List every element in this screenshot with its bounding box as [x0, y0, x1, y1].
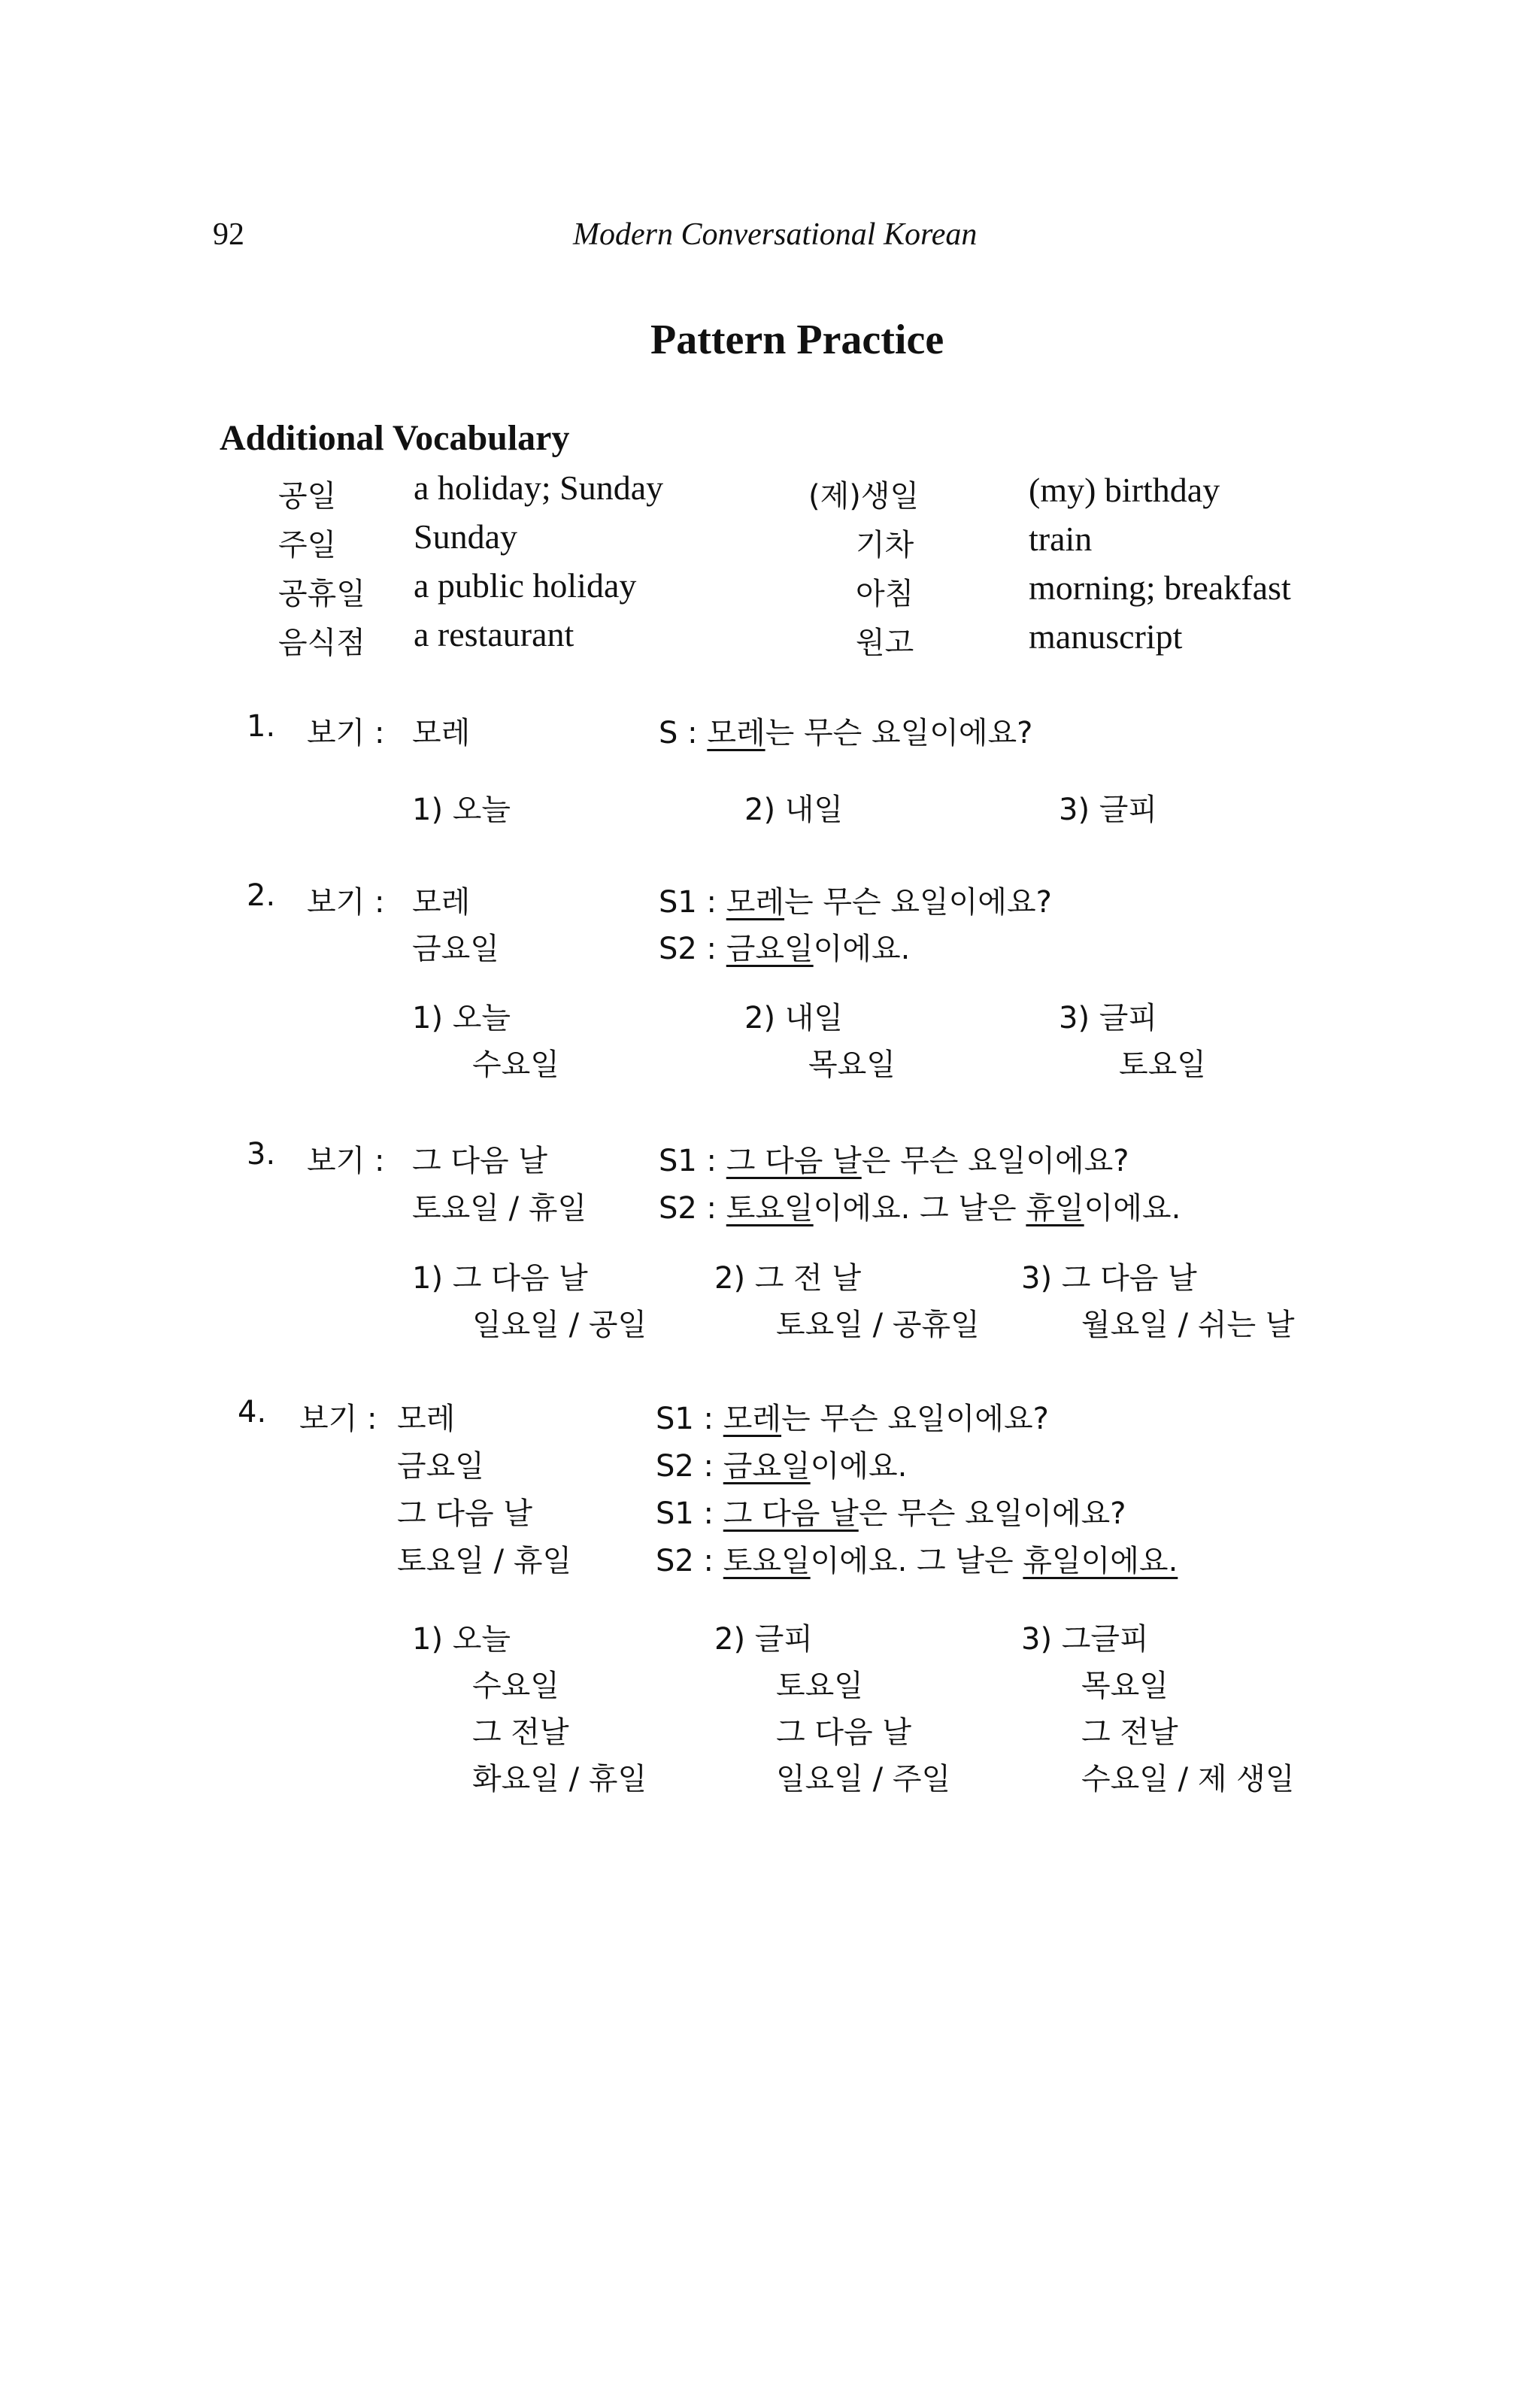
drill-item: 2) 글피 — [714, 1622, 814, 1657]
dialogue-text: 이에요. 그 날은 — [813, 1191, 1026, 1226]
vocab-korean: 음식점 — [278, 626, 365, 660]
vocab-english: manuscript — [1029, 617, 1183, 656]
example-cue: 그 다음 날 — [397, 1496, 532, 1531]
vocab-korean: 아침 — [856, 577, 914, 611]
dialogue-line — [659, 878, 1052, 921]
vocab-korean: 공휴일 — [278, 577, 365, 611]
dialogue-line — [659, 925, 910, 968]
example-label: 보기 : — [299, 1402, 377, 1436]
vocab-english: a restaurant — [414, 615, 574, 653]
dialogue-line — [656, 1490, 1126, 1533]
speaker-label: S1 : — [659, 1144, 717, 1178]
drill-item-answer: 일요일 / 공일 — [472, 1308, 647, 1342]
substitution-slot: 모레 — [707, 716, 765, 750]
speaker-label: S1 : — [656, 1496, 714, 1531]
exercise-number: 1. — [247, 709, 276, 744]
substitution-slot: 금요일 — [723, 1449, 811, 1484]
example-cue: 모레 — [412, 885, 471, 920]
drill-item: 3) 그글피 — [1021, 1622, 1149, 1657]
drill-item-answer: 화요일 / 휴일 — [472, 1762, 647, 1796]
vocab-english: Sunday — [414, 517, 517, 556]
exercise-number: 4. — [238, 1395, 267, 1429]
section-title: Pattern Practice — [650, 317, 944, 363]
drill-item-answer: 월요일 / 쉬는 날 — [1081, 1308, 1295, 1342]
example-cue: 금요일 — [397, 1449, 484, 1484]
dialogue-line — [656, 1442, 907, 1485]
vocab-english: (my) birthday — [1029, 471, 1220, 509]
vocab-english: train — [1029, 520, 1093, 558]
speaker-label: S2 : — [656, 1449, 714, 1484]
dialogue-text: 는 무슨 요일이에요? — [765, 716, 1033, 750]
example-label: 보기 : — [307, 716, 385, 750]
drill-item: 1) 그 다음 날 — [412, 1261, 588, 1296]
drill-item-answer: 토요일 / 공휴일 — [776, 1308, 980, 1342]
substitution-slot: 토요일 — [726, 1191, 814, 1226]
vocab-korean: 공일 — [278, 479, 337, 514]
speaker-label: S2 : — [659, 932, 717, 966]
running-title: Modern Conversational Korean — [573, 217, 978, 252]
example-cue: 모레 — [412, 716, 471, 750]
page-number: 92 — [213, 217, 244, 252]
drill-item: 1) 오늘 — [412, 793, 511, 827]
drill-item-answer: 목요일 — [808, 1047, 896, 1082]
vocab-korean: 기차 — [856, 528, 914, 562]
drill-item-answer: 토요일 — [776, 1669, 863, 1703]
drill-item: 3) 글피 — [1059, 1001, 1158, 1035]
dialogue-text: 는 무슨 요일이에요? — [781, 1402, 1049, 1436]
example-cue: 토요일 / 휴일 — [397, 1544, 572, 1578]
vocab-korean: (제)생일 — [808, 479, 920, 514]
drill-item-answer: 수요일 / 제 생일 — [1081, 1762, 1295, 1796]
drill-item-answer: 그 다음 날 — [776, 1715, 911, 1750]
vocab-korean: 원고 — [856, 626, 914, 660]
substitution-slot: 그 다음 날 — [726, 1144, 862, 1178]
dialogue-text: 이에요. 그 날은 — [810, 1544, 1023, 1578]
drill-item: 3) 글피 — [1059, 793, 1158, 827]
substitution-slot: 휴일 — [1026, 1191, 1084, 1226]
dialogue-text: 이에요. — [813, 932, 911, 966]
dialogue-text: 이에요. — [1084, 1191, 1181, 1226]
speaker-label: S2 : — [659, 1191, 717, 1226]
drill-item: 2) 내일 — [744, 1001, 844, 1035]
dialogue-line — [659, 1184, 1181, 1227]
substitution-slot: 금요일 — [726, 932, 814, 966]
drill-item-answer: 일요일 / 주일 — [776, 1762, 951, 1796]
exercise-number: 3. — [247, 1137, 276, 1172]
example-label: 보기 : — [307, 1144, 385, 1178]
dialogue-text: 은 무슨 요일이에요? — [858, 1496, 1126, 1531]
dialogue-text: 는 무슨 요일이에요? — [784, 885, 1052, 920]
speaker-label: S1 : — [656, 1402, 714, 1436]
vocab-korean: 주일 — [278, 528, 337, 562]
drill-item-answer: 수요일 — [472, 1669, 559, 1703]
drill-item-answer: 그 전날 — [472, 1715, 569, 1750]
drill-item-answer: 목요일 — [1081, 1669, 1169, 1703]
drill-item-answer: 토요일 — [1119, 1047, 1206, 1082]
example-label: 보기 : — [307, 885, 385, 920]
substitution-slot: 모레 — [726, 885, 785, 920]
vocab-english: a holiday; Sunday — [414, 468, 664, 507]
speaker-label: S1 : — [659, 885, 717, 920]
dialogue-line — [659, 1137, 1129, 1180]
dialogue-line — [656, 1395, 1049, 1438]
speaker-label: S2 : — [656, 1544, 714, 1578]
drill-item-answer: 그 전날 — [1081, 1715, 1178, 1750]
drill-item: 2) 내일 — [744, 793, 844, 827]
drill-item-answer: 수요일 — [472, 1047, 559, 1082]
example-cue: 금요일 — [412, 932, 499, 966]
vocabulary-heading: Additional Vocabulary — [220, 418, 570, 458]
dialogue-text: 은 무슨 요일이에요? — [861, 1144, 1129, 1178]
substitution-slot: 모레 — [723, 1402, 782, 1436]
example-cue: 그 다음 날 — [412, 1144, 547, 1178]
drill-item: 1) 오늘 — [412, 1622, 511, 1657]
substitution-slot: 그 다음 날 — [723, 1496, 859, 1531]
dialogue-line — [659, 709, 1032, 752]
substitution-slot: 휴일이에요. — [1023, 1544, 1178, 1578]
example-cue: 모레 — [397, 1402, 456, 1436]
drill-item: 2) 그 전 날 — [714, 1261, 862, 1296]
substitution-slot: 토요일 — [723, 1544, 811, 1578]
speaker-label: S : — [659, 716, 698, 750]
dialogue-text: 이에요. — [810, 1449, 908, 1484]
drill-item: 3) 그 다음 날 — [1021, 1261, 1197, 1296]
dialogue-line — [656, 1537, 1178, 1580]
drill-item: 1) 오늘 — [412, 1001, 511, 1035]
exercise-number: 2. — [247, 878, 276, 913]
vocab-english: a public holiday — [414, 566, 637, 605]
vocab-english: morning; breakfast — [1029, 568, 1291, 607]
example-cue: 토요일 / 휴일 — [412, 1191, 587, 1226]
